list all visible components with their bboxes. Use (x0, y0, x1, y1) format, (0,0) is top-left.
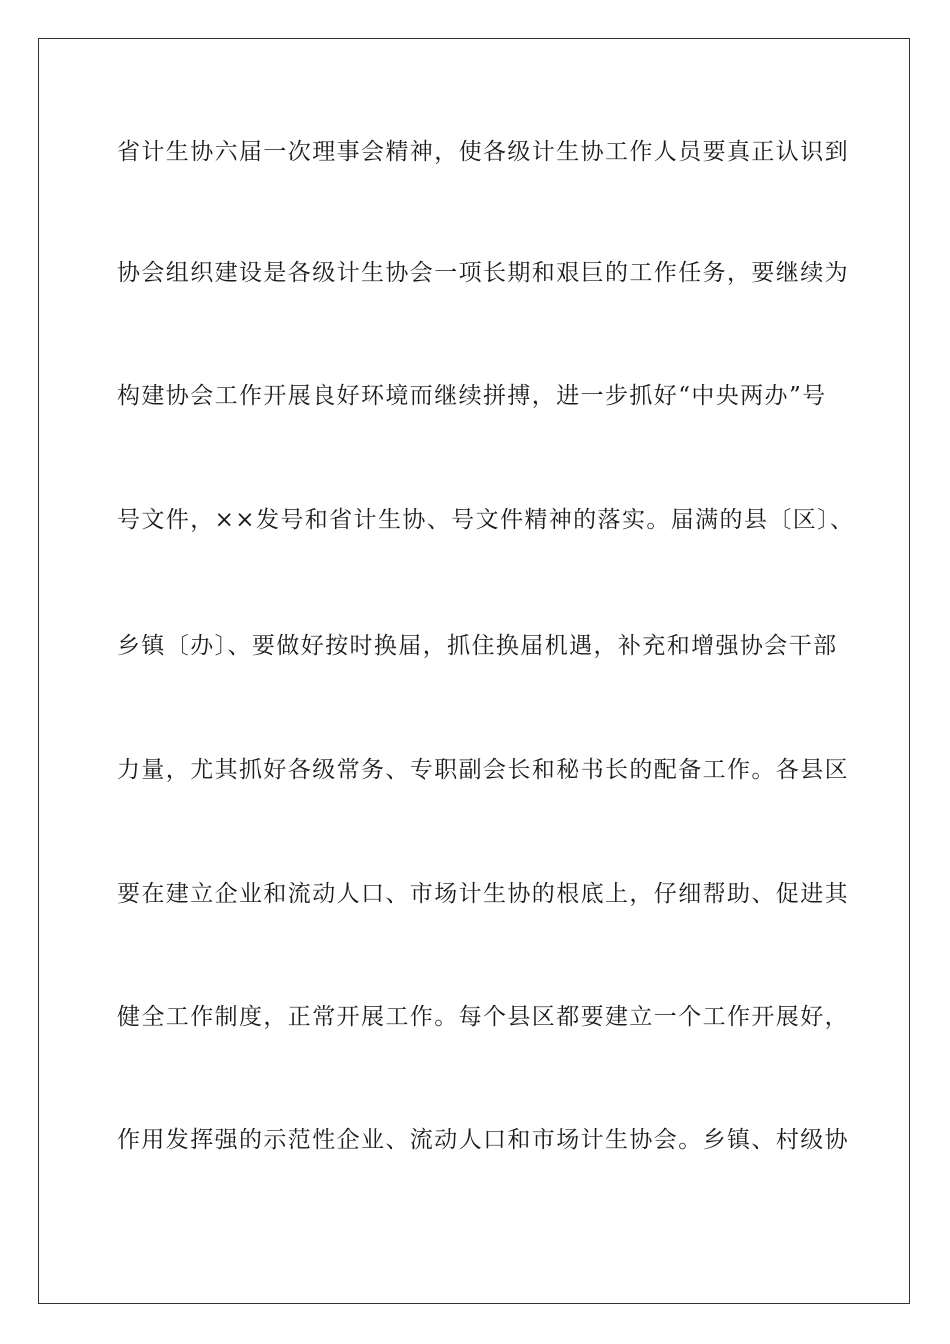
body-text-line: 号文件，××发号和省计生协、号文件精神的落实。届满的县〔区〕、 (117, 507, 855, 533)
body-text-line: 要在建立企业和流动人口、市场计生协的根底上，仔细帮助、促进其 (117, 881, 849, 907)
body-text-line: 构建协会工作开展良好环境而继续拼搏，进一步抓好“中央两办”号 (117, 383, 827, 409)
body-text-line: 健全工作制度，正常开展工作。每个县区都要建立一个工作开展好， (117, 1004, 849, 1030)
body-text-line: 力量，尤其抓好各级常务、专职副会长和秘书长的配备工作。各县区 (117, 757, 849, 783)
body-text-line: 作用发挥强的示范性企业、流动人口和市场计生协会。乡镇、村级协 (117, 1127, 849, 1153)
body-text-line: 乡镇〔办〕、要做好按时换届，抓住换届机遇，补充和增强协会干部 (117, 633, 838, 659)
body-text-line: 省计生协六届一次理事会精神，使各级计生协工作人员要真正认识到 (117, 139, 849, 165)
page-border (38, 38, 910, 1304)
body-text-line: 协会组织建设是各级计生协会一项长期和艰巨的工作任务，要继续为 (117, 260, 849, 286)
